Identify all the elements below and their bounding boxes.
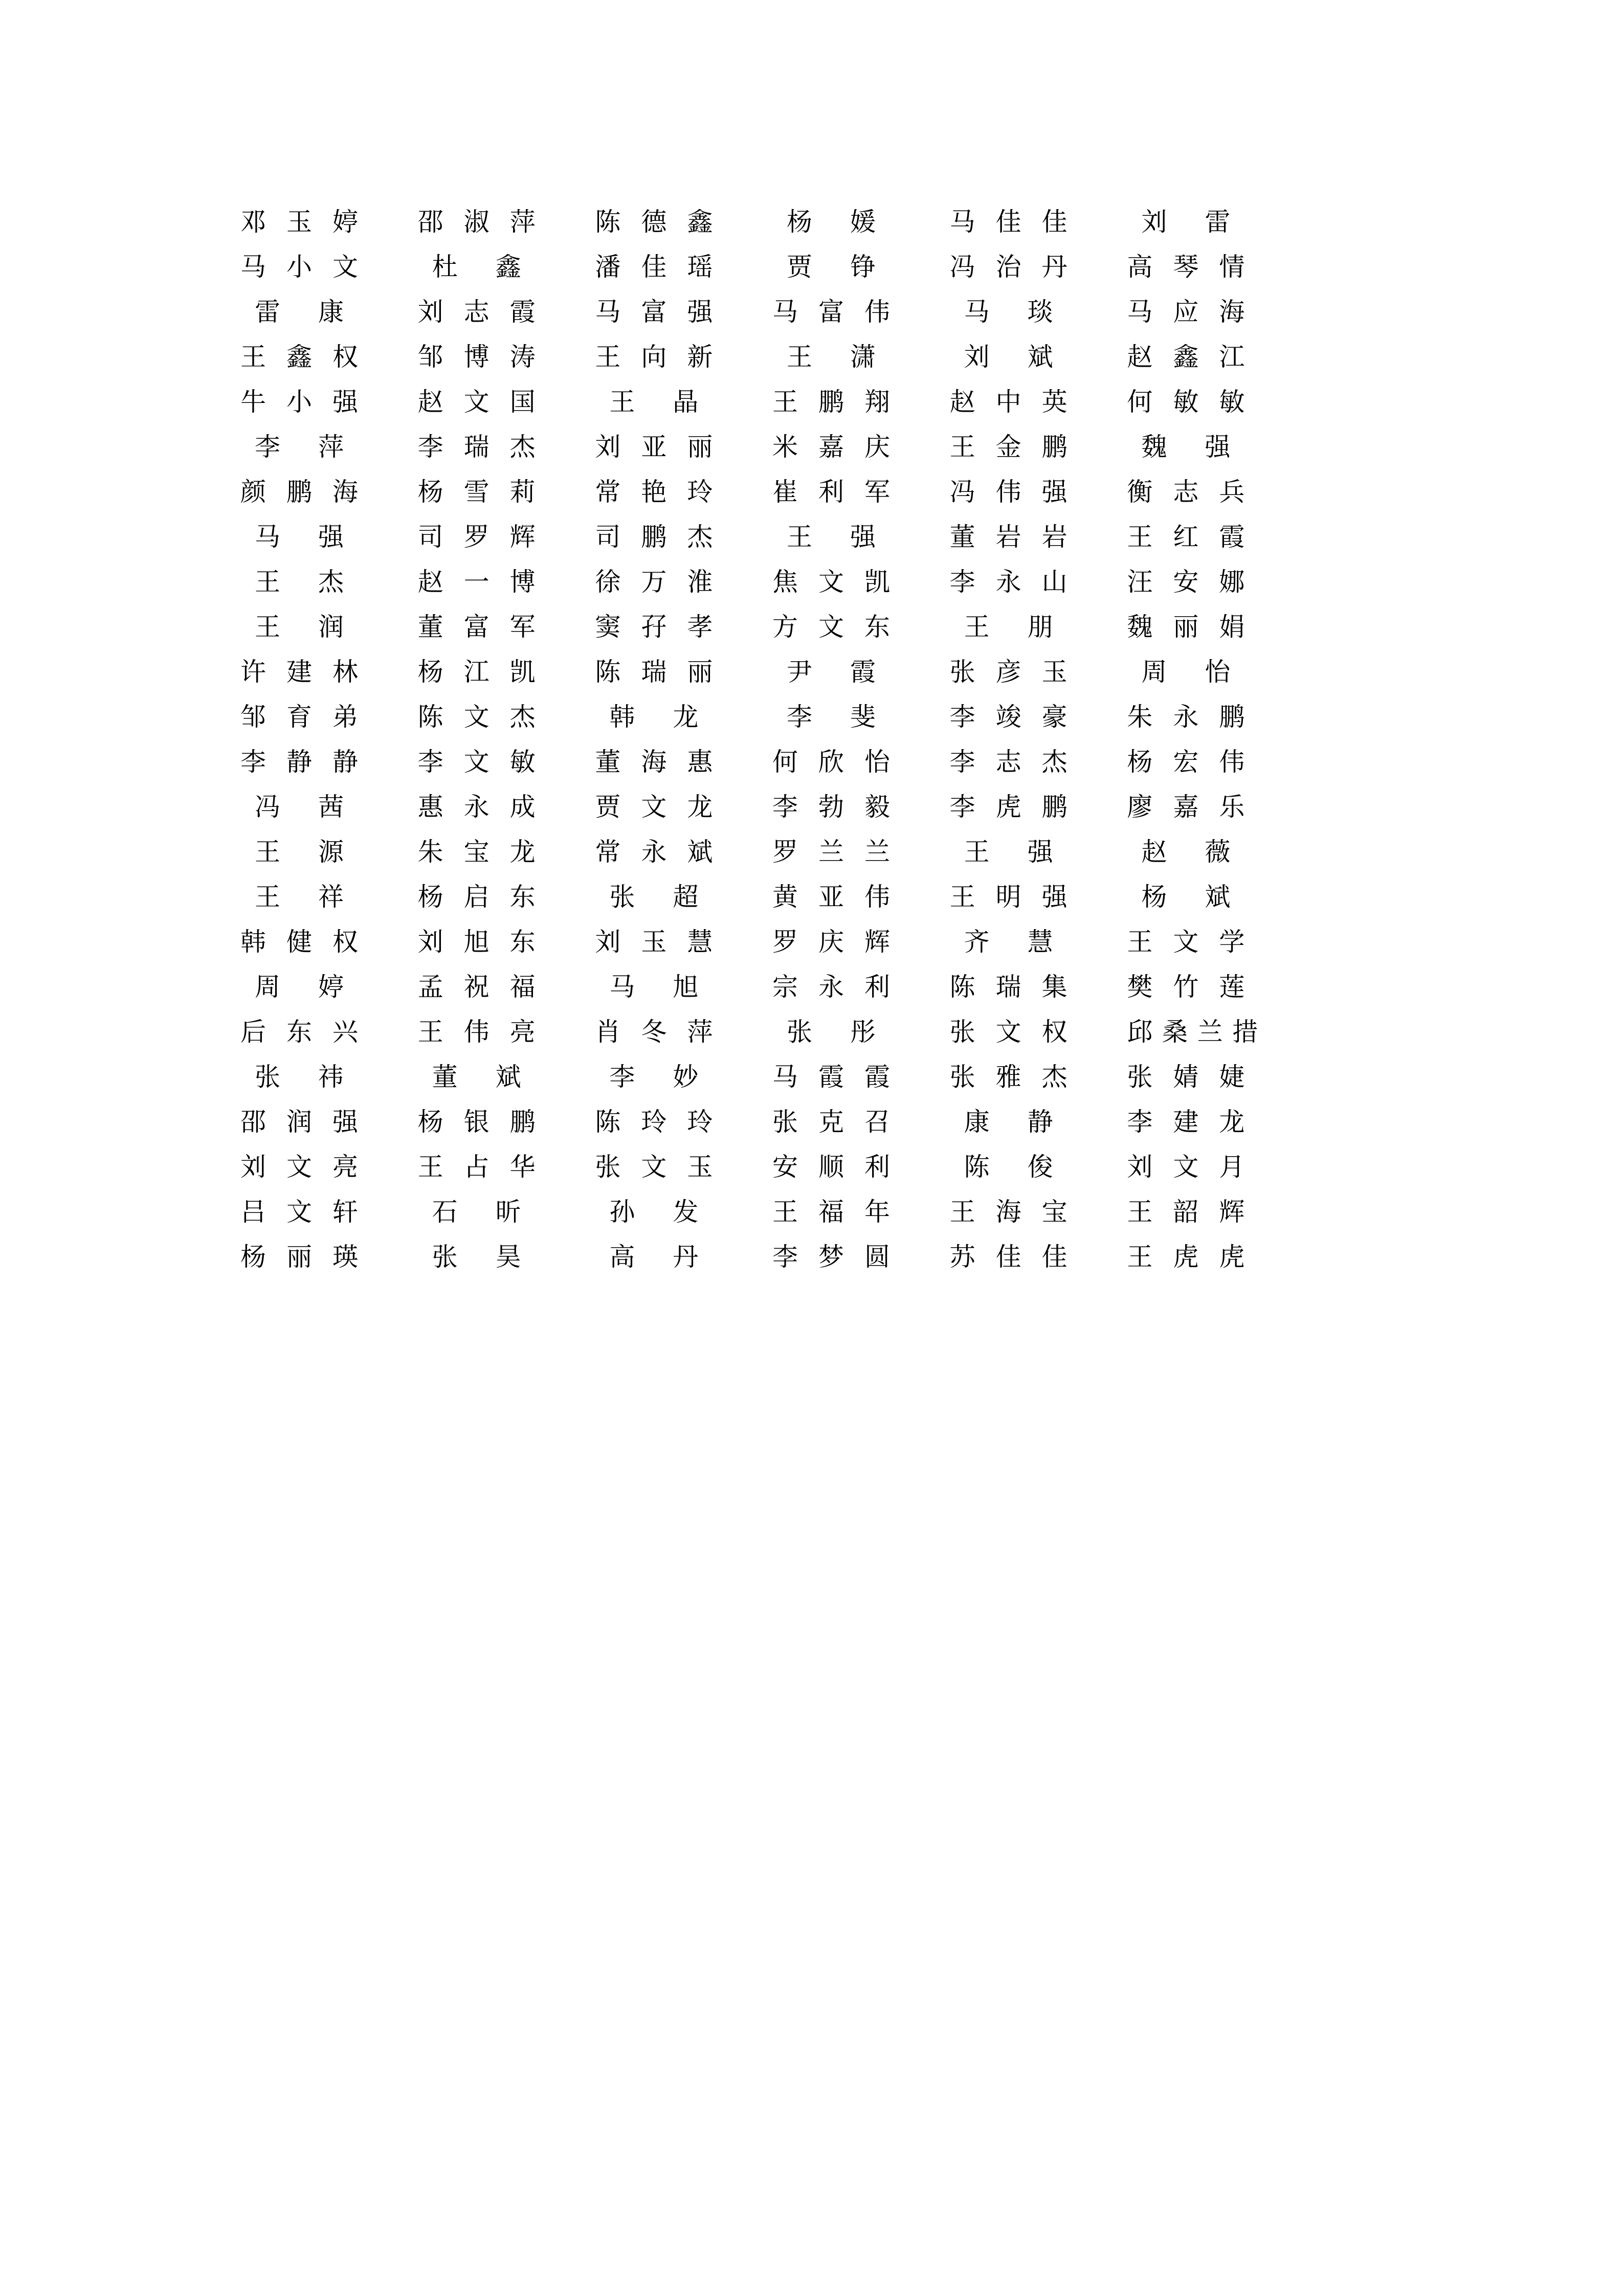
name-cell: 陈 瑞 丽 — [595, 658, 713, 686]
name-cell: 陈 文 杰 — [417, 703, 536, 731]
name-cell: 杨 银 鹏 — [417, 1108, 536, 1136]
name-cell: 邱 桑 兰 措 — [1127, 1018, 1258, 1046]
name-cell: 赵 鑫 江 — [1127, 343, 1245, 371]
name-cell: 马 强 — [255, 523, 344, 551]
name-cell: 廖 嘉 乐 — [1127, 793, 1245, 821]
name-cell: 常 艳 玲 — [595, 478, 713, 506]
name-cell: 冯 茜 — [255, 793, 344, 821]
name-cell: 魏 丽 娟 — [1127, 613, 1245, 641]
name-cell: 常 永 斌 — [595, 838, 713, 866]
name-cell: 李 瑞 杰 — [417, 433, 536, 461]
name-cell: 肖 冬 萍 — [595, 1018, 713, 1046]
name-cell: 陈 玲 玲 — [595, 1108, 713, 1136]
name-cell: 王 鑫 权 — [240, 343, 358, 371]
name-cell: 贾 文 龙 — [595, 793, 713, 821]
name-cell: 董 富 军 — [417, 613, 536, 641]
name-cell: 王 红 霞 — [1127, 523, 1245, 551]
name-cell: 王 海 宝 — [949, 1198, 1067, 1226]
name-cell: 邹 博 涛 — [417, 343, 536, 371]
name-cell: 王 占 华 — [417, 1153, 536, 1181]
name-cell: 王 源 — [255, 838, 344, 866]
name-cell: 方 文 东 — [772, 613, 890, 641]
name-cell: 孙 发 — [609, 1198, 699, 1226]
name-cell: 杨 宏 伟 — [1127, 748, 1245, 776]
name-cell: 康 静 — [964, 1108, 1053, 1136]
name-cell: 高 琴 情 — [1127, 253, 1245, 281]
name-cell: 张 文 权 — [949, 1018, 1067, 1046]
name-cell: 罗 庆 辉 — [772, 928, 890, 956]
name-cell: 李 梦 圆 — [772, 1243, 890, 1271]
name-cell: 雷 康 — [255, 298, 344, 326]
name-cell: 汪 安 娜 — [1127, 568, 1245, 596]
name-cell: 杨 斌 — [1141, 883, 1231, 911]
name-cell: 石 昕 — [432, 1198, 521, 1226]
name-cell: 王 朋 — [964, 613, 1053, 641]
name-cell: 张 祎 — [255, 1063, 344, 1091]
name-cell: 赵 文 国 — [417, 388, 536, 416]
name-cell: 李 勃 毅 — [772, 793, 890, 821]
name-cell: 韩 龙 — [609, 703, 699, 731]
name-cell: 冯 治 丹 — [949, 253, 1067, 281]
name-cell: 马 应 海 — [1127, 298, 1245, 326]
name-cell: 李 志 杰 — [949, 748, 1067, 776]
name-cell: 王 文 学 — [1127, 928, 1245, 956]
name-cell: 高 丹 — [609, 1243, 699, 1271]
name-cell: 张 彦 玉 — [949, 658, 1067, 686]
name-cell: 牛 小 强 — [240, 388, 358, 416]
name-cell: 许 建 林 — [240, 658, 358, 686]
name-cell: 王 强 — [786, 523, 876, 551]
name-cell: 刘 雷 — [1141, 208, 1231, 236]
name-cell: 张 昊 — [432, 1243, 521, 1271]
name-cell: 张 克 召 — [772, 1108, 890, 1136]
name-cell: 刘 文 月 — [1127, 1153, 1245, 1181]
name-cell: 司 罗 辉 — [417, 523, 536, 551]
name-cell: 马 富 强 — [595, 298, 713, 326]
name-cell: 罗 兰 兰 — [772, 838, 890, 866]
name-cell: 陈 瑞 集 — [949, 973, 1067, 1001]
name-cell: 徐 万 淮 — [595, 568, 713, 596]
name-cell: 马 佳 佳 — [949, 208, 1067, 236]
name-cell: 魏 强 — [1141, 433, 1231, 461]
name-cell: 周 婷 — [255, 973, 344, 1001]
name-cell: 王 润 — [255, 613, 344, 641]
name-cell: 李 建 龙 — [1127, 1108, 1245, 1136]
name-cell: 周 怡 — [1141, 658, 1231, 686]
name-cell: 马 霞 霞 — [772, 1063, 890, 1091]
name-cell: 邵 淑 萍 — [417, 208, 536, 236]
name-cell: 王 虎 虎 — [1127, 1243, 1245, 1271]
name-cell: 宗 永 利 — [772, 973, 890, 1001]
name-cell: 张 彤 — [786, 1018, 876, 1046]
name-cell: 马 小 文 — [240, 253, 358, 281]
name-cell: 王 鹏 翔 — [772, 388, 890, 416]
name-cell: 韩 健 权 — [240, 928, 358, 956]
name-cell: 何 敏 敏 — [1127, 388, 1245, 416]
name-cell: 崔 利 军 — [772, 478, 890, 506]
name-cell: 李 妙 — [609, 1063, 699, 1091]
name-cell: 王 福 年 — [772, 1198, 890, 1226]
name-cell: 李 静 静 — [240, 748, 358, 776]
name-cell: 王 向 新 — [595, 343, 713, 371]
name-cell: 尹 霞 — [786, 658, 876, 686]
name-cell: 王 潇 — [786, 343, 876, 371]
name-cell: 吕 文 轩 — [240, 1198, 358, 1226]
name-cell: 朱 宝 龙 — [417, 838, 536, 866]
name-cell: 王 祥 — [255, 883, 344, 911]
name-cell: 刘 斌 — [964, 343, 1053, 371]
name-cell: 刘 文 亮 — [240, 1153, 358, 1181]
name-cell: 孟 祝 福 — [417, 973, 536, 1001]
name-cell: 焦 文 凯 — [772, 568, 890, 596]
name-cell: 董 岩 岩 — [949, 523, 1067, 551]
name-cell: 王 晶 — [609, 388, 699, 416]
name-cell: 李 斐 — [786, 703, 876, 731]
name-cell: 刘 玉 慧 — [595, 928, 713, 956]
name-cell: 李 萍 — [255, 433, 344, 461]
name-cell: 王 明 强 — [949, 883, 1067, 911]
name-cell: 邵 润 强 — [240, 1108, 358, 1136]
name-cell: 王 伟 亮 — [417, 1018, 536, 1046]
name-cell: 惠 永 成 — [417, 793, 536, 821]
name-cell: 贾 铮 — [786, 253, 876, 281]
name-cell: 刘 旭 东 — [417, 928, 536, 956]
name-cell: 张 雅 杰 — [949, 1063, 1067, 1091]
name-list-grid — [240, 199, 1304, 1279]
name-cell: 邹 育 弟 — [240, 703, 358, 731]
name-cell: 赵 薇 — [1141, 838, 1231, 866]
name-cell: 朱 永 鹏 — [1127, 703, 1245, 731]
name-cell: 邓 玉 婷 — [240, 208, 358, 236]
name-cell: 马 琰 — [964, 298, 1053, 326]
name-cell: 杜 鑫 — [432, 253, 521, 281]
name-cell: 陈 德 鑫 — [595, 208, 713, 236]
name-cell: 潘 佳 瑶 — [595, 253, 713, 281]
name-cell: 陈 俊 — [964, 1153, 1053, 1181]
name-cell: 杨 启 东 — [417, 883, 536, 911]
name-cell: 刘 亚 丽 — [595, 433, 713, 461]
name-cell: 颜 鹏 海 — [240, 478, 358, 506]
name-cell: 衡 志 兵 — [1127, 478, 1245, 506]
name-cell: 李 竣 豪 — [949, 703, 1067, 731]
name-cell: 杨 江 凯 — [417, 658, 536, 686]
name-cell: 李 虎 鹏 — [949, 793, 1067, 821]
name-cell: 安 顺 利 — [772, 1153, 890, 1181]
name-cell: 董 斌 — [432, 1063, 521, 1091]
name-cell: 杨 媛 — [786, 208, 876, 236]
name-cell: 杨 雪 莉 — [417, 478, 536, 506]
name-cell: 何 欣 怡 — [772, 748, 890, 776]
name-cell: 马 旭 — [609, 973, 699, 1001]
name-cell: 王 韶 辉 — [1127, 1198, 1245, 1226]
name-cell: 刘 志 霞 — [417, 298, 536, 326]
name-cell: 张 超 — [609, 883, 699, 911]
name-cell: 王 金 鹏 — [949, 433, 1067, 461]
name-cell: 冯 伟 强 — [949, 478, 1067, 506]
name-cell: 张 文 玉 — [595, 1153, 713, 1181]
name-cell: 王 杰 — [255, 568, 344, 596]
name-cell: 米 嘉 庆 — [772, 433, 890, 461]
name-cell: 窦 孖 孝 — [595, 613, 713, 641]
name-cell: 李 文 敏 — [417, 748, 536, 776]
name-cell: 司 鹏 杰 — [595, 523, 713, 551]
name-cell: 杨 丽 瑛 — [240, 1243, 358, 1271]
name-cell: 齐 慧 — [964, 928, 1053, 956]
name-cell: 后 东 兴 — [240, 1018, 358, 1046]
name-cell: 赵 一 博 — [417, 568, 536, 596]
name-cell: 李 永 山 — [949, 568, 1067, 596]
name-cell: 苏 佳 佳 — [949, 1243, 1067, 1271]
name-cell: 张 婧 婕 — [1127, 1063, 1245, 1091]
name-cell: 赵 中 英 — [949, 388, 1067, 416]
name-cell: 樊 竹 莲 — [1127, 973, 1245, 1001]
name-cell: 董 海 惠 — [595, 748, 713, 776]
name-cell: 黄 亚 伟 — [772, 883, 890, 911]
name-cell: 马 富 伟 — [772, 298, 890, 326]
name-cell: 王 强 — [964, 838, 1053, 866]
